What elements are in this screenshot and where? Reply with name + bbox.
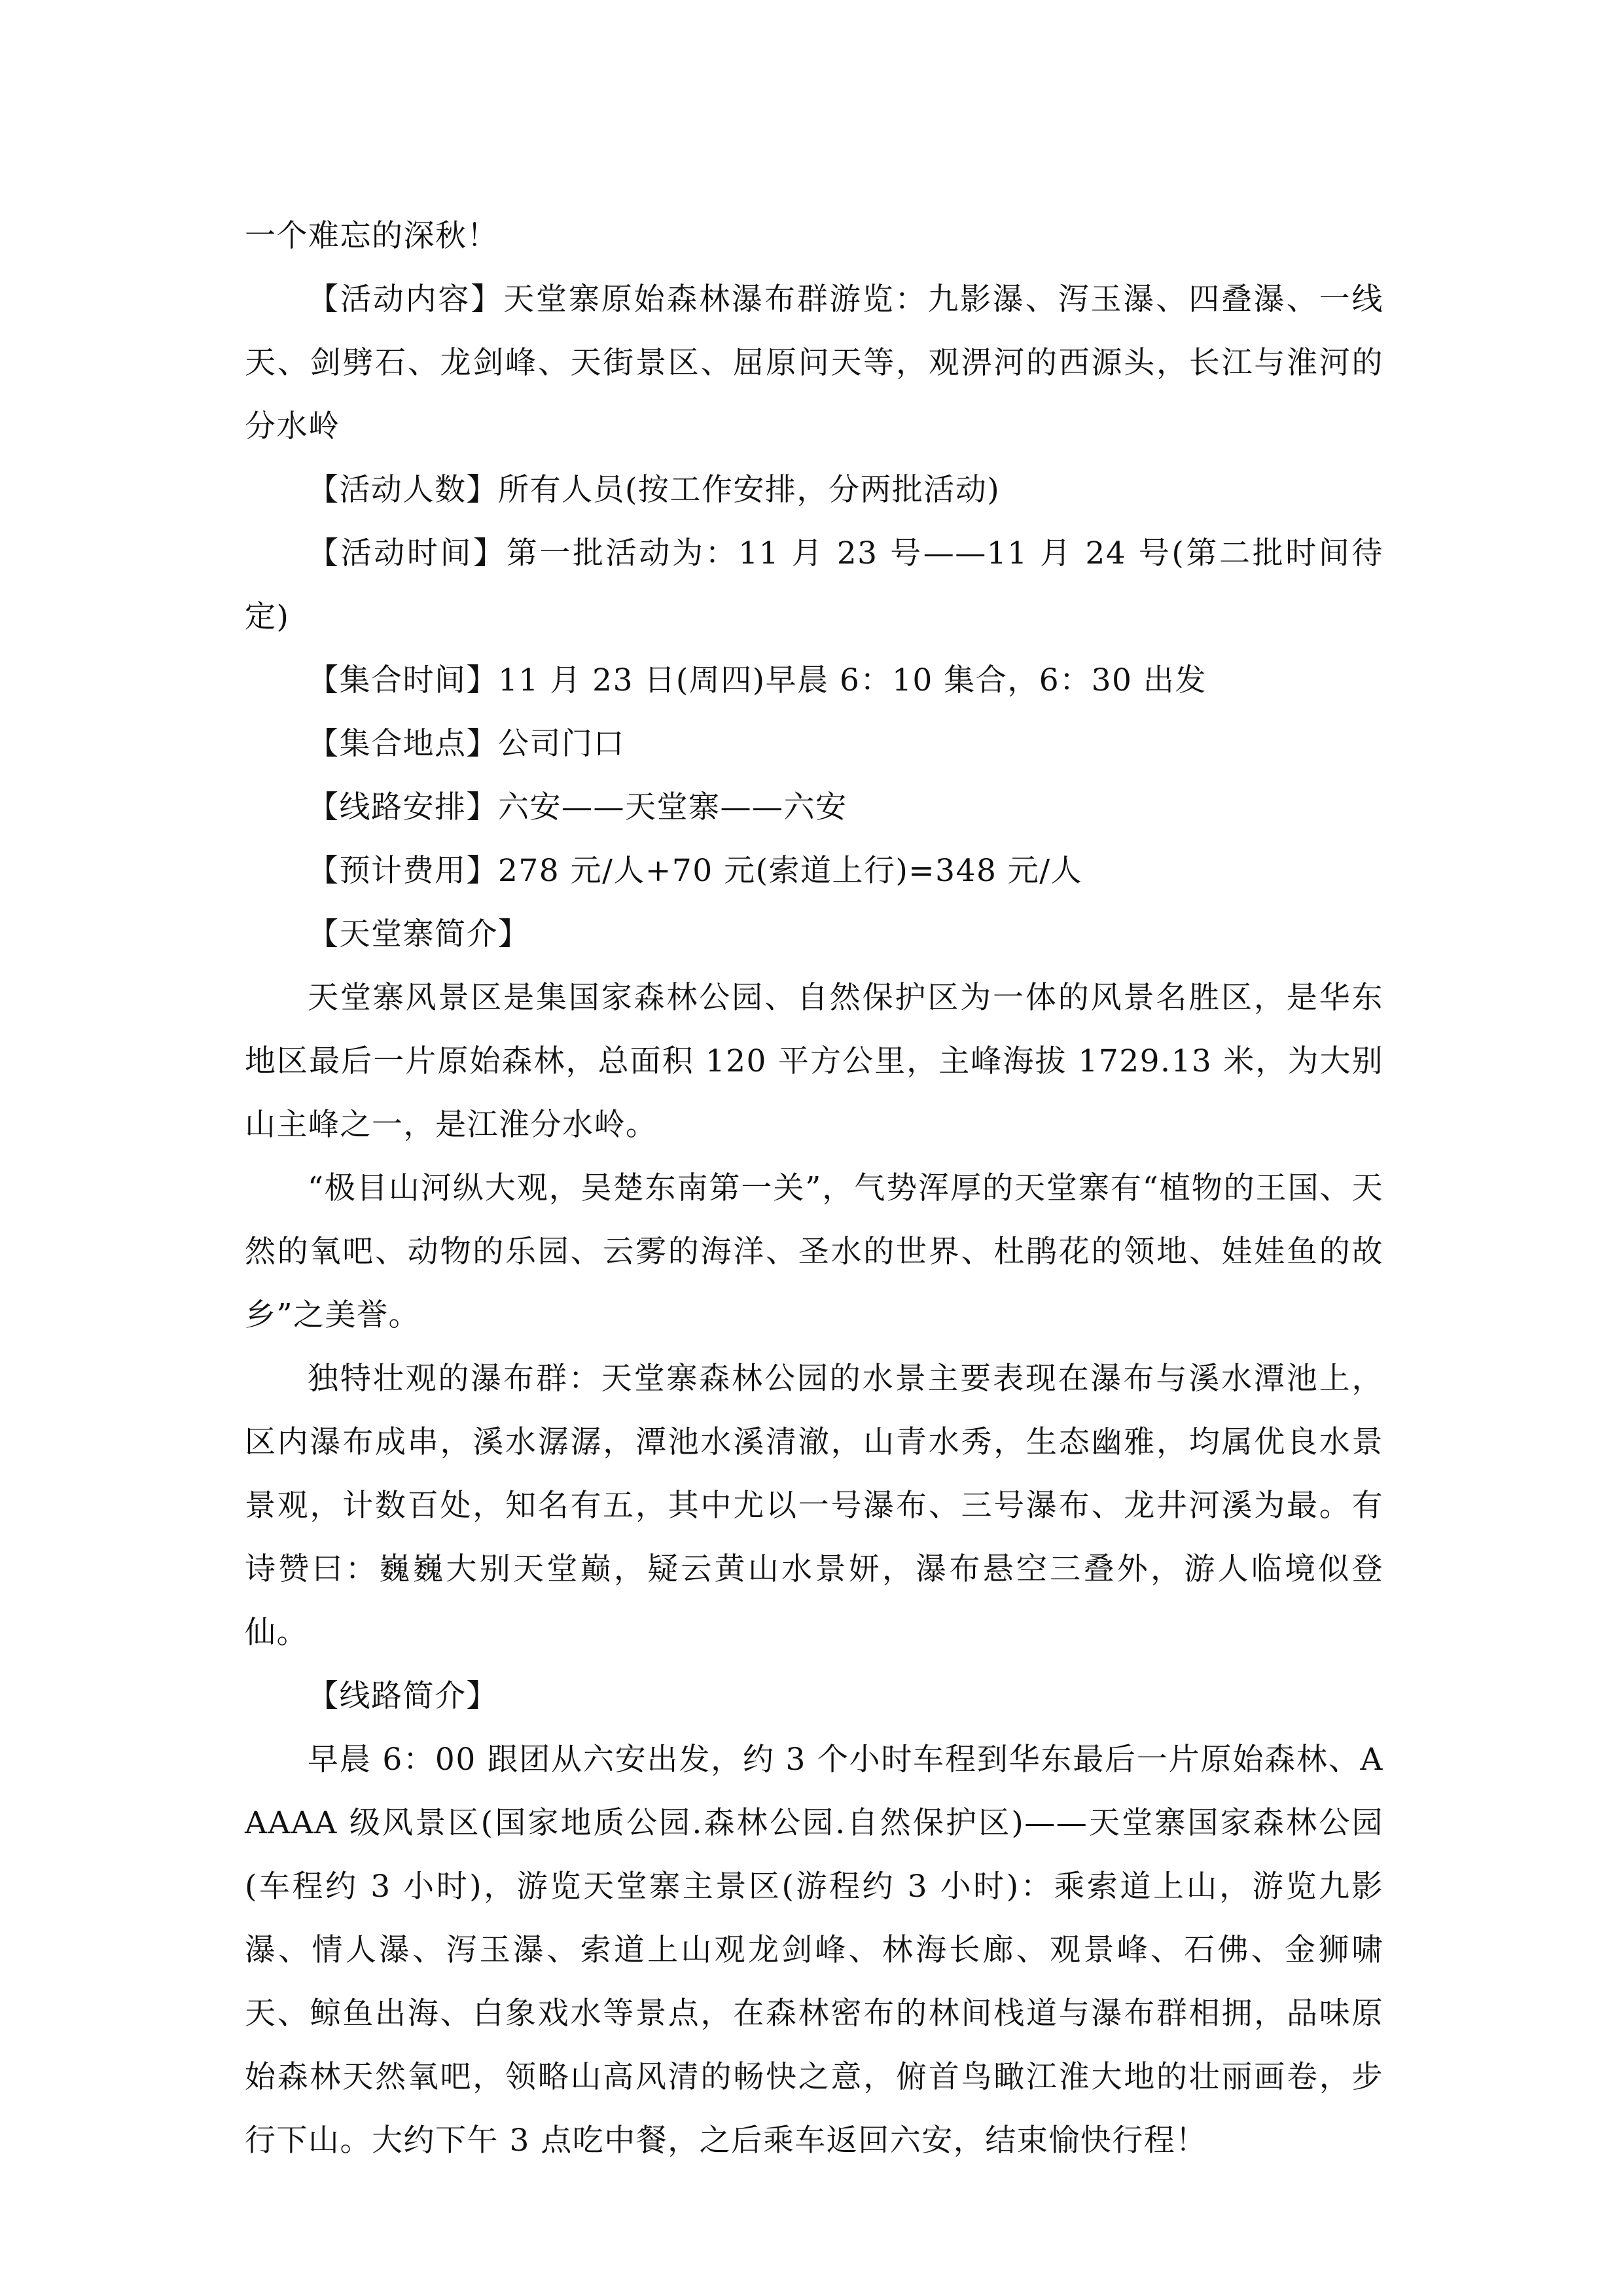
paragraph-waterfalls: 独特壮观的瀑布群：天堂寨森林公园的水景主要表现在瀑布与溪水潭池上，区内瀑布成串，溪水潺潺，潭池水溪清澈，山青水秀，生态幽雅，均属优良水景景观，计数百处，知名有五，其中尤以一号瀑布、三号瀑布、龙井河溪为最。有诗赞曰：巍巍大别天堂巅，疑云黄山水景妍，瀑布悬空三叠外，游人临境似登仙。 bbox=[245, 1361, 1383, 1651]
heading-tiantangzhai-intro: 【天堂寨简介】 bbox=[308, 916, 530, 952]
paragraph-itinerary: 早晨 6：00 跟团从六安出发，约 3 个小时车程到华东最后一片原始森林、AAAAA 级风景区(国家地质公园.森林公园.自然保护区)——天堂寨国家森林公园(车程约 3 小时)，游览天堂寨主景区(游程约 3 小时)：乘索道上山，游览九影瀑、情人瀑、泻玉瀑、索道上山观龙剑峰、林海长廊、观景峰、石佛、金狮啸天、鲸鱼出海、白象戏水等景点，在森林密布的林间栈道与瀑布群相拥，品味原始森林天然氧吧，领略山高风清的畅快之意，俯首鸟瞰江淮大地的壮丽画卷，步行下山。大约下午 3 点吃中餐，之后乘车返回六安，结束愉快行程！ bbox=[245, 1742, 1383, 2159]
paragraph-meeting-place: 【集合地点】公司门口 bbox=[308, 726, 625, 762]
paragraph-participants: 【活动人数】所有人员(按工作安排，分两批活动) bbox=[308, 472, 1001, 508]
paragraph-scenic-area-intro: 天堂寨风景区是集国家森林公园、自然保护区为一体的风景名胜区，是华东地区最后一片原始森林，总面积 120 平方公里，主峰海拔 1729.13 米，为大别山主峰之一，是江淮分水岭。 bbox=[245, 980, 1383, 1143]
paragraph-route-plan: 【线路安排】六安——天堂寨——六安 bbox=[308, 789, 847, 825]
paragraph-reputation: “极目山河纵大观，吴楚东南第一关”，气势浑厚的天堂寨有“植物的王国、天然的氧吧、动物的乐园、云雾的海洋、圣水的世界、杜鹃花的领地、娃娃鱼的故乡”之美誉。 bbox=[245, 1170, 1383, 1333]
heading-route-intro: 【线路简介】 bbox=[308, 1678, 498, 1714]
document-page bbox=[245, 204, 1383, 2172]
paragraph-activity-content: 【活动内容】天堂寨原始森林瀑布群游览：九影瀑、泻玉瀑、四叠瀑、一线天、剑劈石、龙剑峰、天街景区、屈原问天等，观淠河的西源头，长江与淮河的分水岭 bbox=[245, 281, 1383, 444]
paragraph-closing-line: 一个难忘的深秋！ bbox=[245, 218, 499, 254]
paragraph-estimated-cost: 【预计费用】278 元/人+70 元(索道上行)=348 元/人 bbox=[308, 853, 1083, 889]
paragraph-meeting-time: 【集合时间】11 月 23 日(周四)早晨 6：10 集合，6：30 出发 bbox=[308, 662, 1207, 698]
paragraph-activity-time: 【活动时间】第一批活动为：11 月 23 号——11 月 24 号(第二批时间待定) bbox=[245, 535, 1383, 635]
